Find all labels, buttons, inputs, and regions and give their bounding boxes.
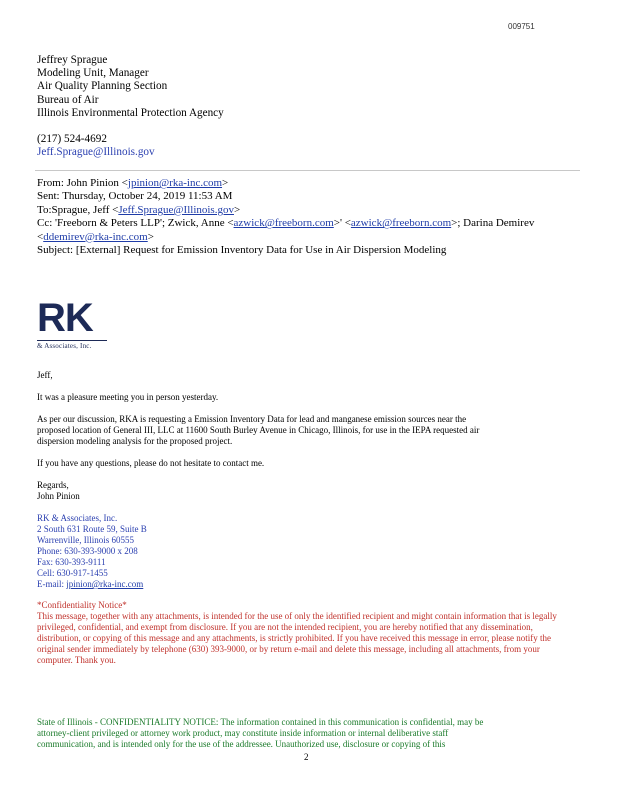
greeting: Jeff,: [37, 370, 53, 380]
header-divider: [35, 170, 580, 171]
subject-label: Subject:: [37, 244, 74, 257]
message-body: [37, 370, 597, 666]
to-email-link[interactable]: Jeff.Sprague@Illinois.gov: [118, 203, 234, 216]
paragraph-2-line: As per our discussion, RKA is requesting a Emission Inventory Data for lead and manganese emission sources near the: [37, 414, 467, 424]
header-subject-row: [37, 244, 534, 257]
logo-letters: RK: [37, 296, 93, 340]
page-number: 2: [304, 752, 309, 762]
to-label: To:: [37, 203, 52, 216]
company-cell: Cell: 630-917-1455: [37, 568, 108, 578]
signature-agency: Illinois Environmental Protection Agency: [37, 106, 224, 119]
paragraph-2: [37, 414, 597, 447]
from-email-link[interactable]: jpinion@rka-inc.com: [127, 177, 223, 189]
logo-rule: [37, 340, 107, 341]
company-email-link[interactable]: jpinion@rka-inc.com: [66, 579, 144, 589]
paragraph-2-line: dispersion modeling analysis for the proposed project.: [37, 436, 233, 446]
logo-subtitle: & Associates, Inc.: [37, 342, 92, 350]
signature-section: Air Quality Planning Section: [37, 80, 168, 93]
cc-email-link-2[interactable]: azwick@freeborn.com: [350, 217, 452, 230]
confidentiality-line: This message, together with any attachments, is intended for the use of only the identified recipient and might contain information that is legally: [37, 611, 557, 621]
from-label: From:: [37, 177, 64, 189]
company-address-2: Warrenville, Illinois 60555: [37, 535, 135, 545]
cc-suffix: ; Darina Demirev: [457, 217, 535, 230]
paragraph-2-line: proposed location of General III, LLC at 11600 South Burley Avenue in Chicago, Illinois, for use in the IEPA requested air: [37, 425, 480, 435]
bates-number: 009751: [508, 22, 535, 31]
confidentiality-line: original sender immediately by telephone (630) 393-9000, or by return e-mail and delete this message, including all attachments, from your: [37, 644, 540, 654]
cc-email-link-1[interactable]: azwick@freeborn.com: [233, 217, 334, 230]
cc-label: Cc:: [37, 217, 53, 230]
paragraph-1: It was a pleasure meeting you in person yesterday.: [37, 392, 219, 402]
sender-name: John Pinion: [37, 491, 80, 501]
to-name: Sprague, Jeff: [51, 203, 110, 216]
subject-value: [External] Request for Emission Inventory Data for Use in Air Dispersion Modeling: [75, 244, 447, 257]
company-block: [37, 513, 597, 590]
company-email-label: E-mail:: [37, 579, 64, 589]
signature-block: [37, 54, 224, 159]
header-to-row: To:Sprague, Jeff <Jeff.Sprague@Illinois.gov>: [37, 203, 241, 216]
paragraph-3: If you have any questions, please do not hesitate to contact me.: [37, 458, 265, 468]
state-notice-line: State of Illinois - CONFIDENTIALITY NOTICE: The information contained in this communication is confidential, may be: [37, 717, 484, 727]
company-fax: Fax: 630-393-9111: [37, 557, 106, 567]
company-logo: [37, 298, 109, 354]
confidentiality-line: distribution, or copying of this message and any attachments, is strictly prohibited. If you have received this message in error, please notify the: [37, 633, 552, 643]
confidentiality-title: *Confidentiality Notice*: [37, 600, 127, 610]
confidentiality-line: computer. Thank you.: [37, 655, 116, 665]
signature-bureau: Bureau of Air: [37, 93, 99, 106]
header-sent-row: [37, 190, 534, 203]
confidentiality-line: privileged, confidential, and exempt from disclosure. If you are not the intended recipient, you are hereby notified that any dissemination,: [37, 622, 533, 632]
company-name: RK & Associates, Inc.: [37, 513, 118, 523]
sent-label: Sent:: [37, 190, 60, 203]
state-confidentiality-notice: [37, 717, 557, 750]
header-cc-row: Cc: 'Freeborn & Peters LLP'; Zwick, Anne <azwick@freeborn.com>' <azwick@freeborn.com>; Darina Demirev: [37, 217, 535, 230]
signature-phone: (217) 524-4692: [37, 133, 107, 146]
state-notice-line: communication, and is intended only for the use of the addressee. Unauthorized use, disclosure or copying of this: [37, 739, 446, 749]
sent-value: Thursday, October 24, 2019 11:53 AM: [62, 190, 233, 203]
cc-prefix: 'Freeborn & Peters LLP'; Zwick, Anne: [55, 217, 225, 230]
cc-email-link-3[interactable]: ddemirev@rka-inc.com: [43, 230, 148, 243]
company-email-row: [37, 579, 597, 590]
header-from-row: From: John Pinion <jpinion@rka-inc.com>: [37, 177, 229, 189]
signature-name: Jeffrey Sprague: [37, 54, 108, 66]
signature-title: Modeling Unit, Manager: [37, 67, 149, 80]
company-address-1: 2 South 631 Route 59, Suite B: [37, 524, 147, 534]
regards: Regards,: [37, 480, 69, 490]
company-phone: Phone: 630-393-9000 x 208: [37, 546, 138, 556]
header-cc-row-cont: <ddemirev@rka-inc.com>: [37, 230, 154, 243]
from-name: John Pinion: [66, 177, 119, 189]
confidentiality-notice: [37, 600, 597, 666]
state-notice-line: attorney-client privileged or attorney work product, may constitute inside information or internal deliberative staff: [37, 728, 449, 738]
signature-email-link[interactable]: Jeff.Sprague@Illinois.gov: [37, 146, 155, 159]
email-header: [37, 177, 534, 257]
